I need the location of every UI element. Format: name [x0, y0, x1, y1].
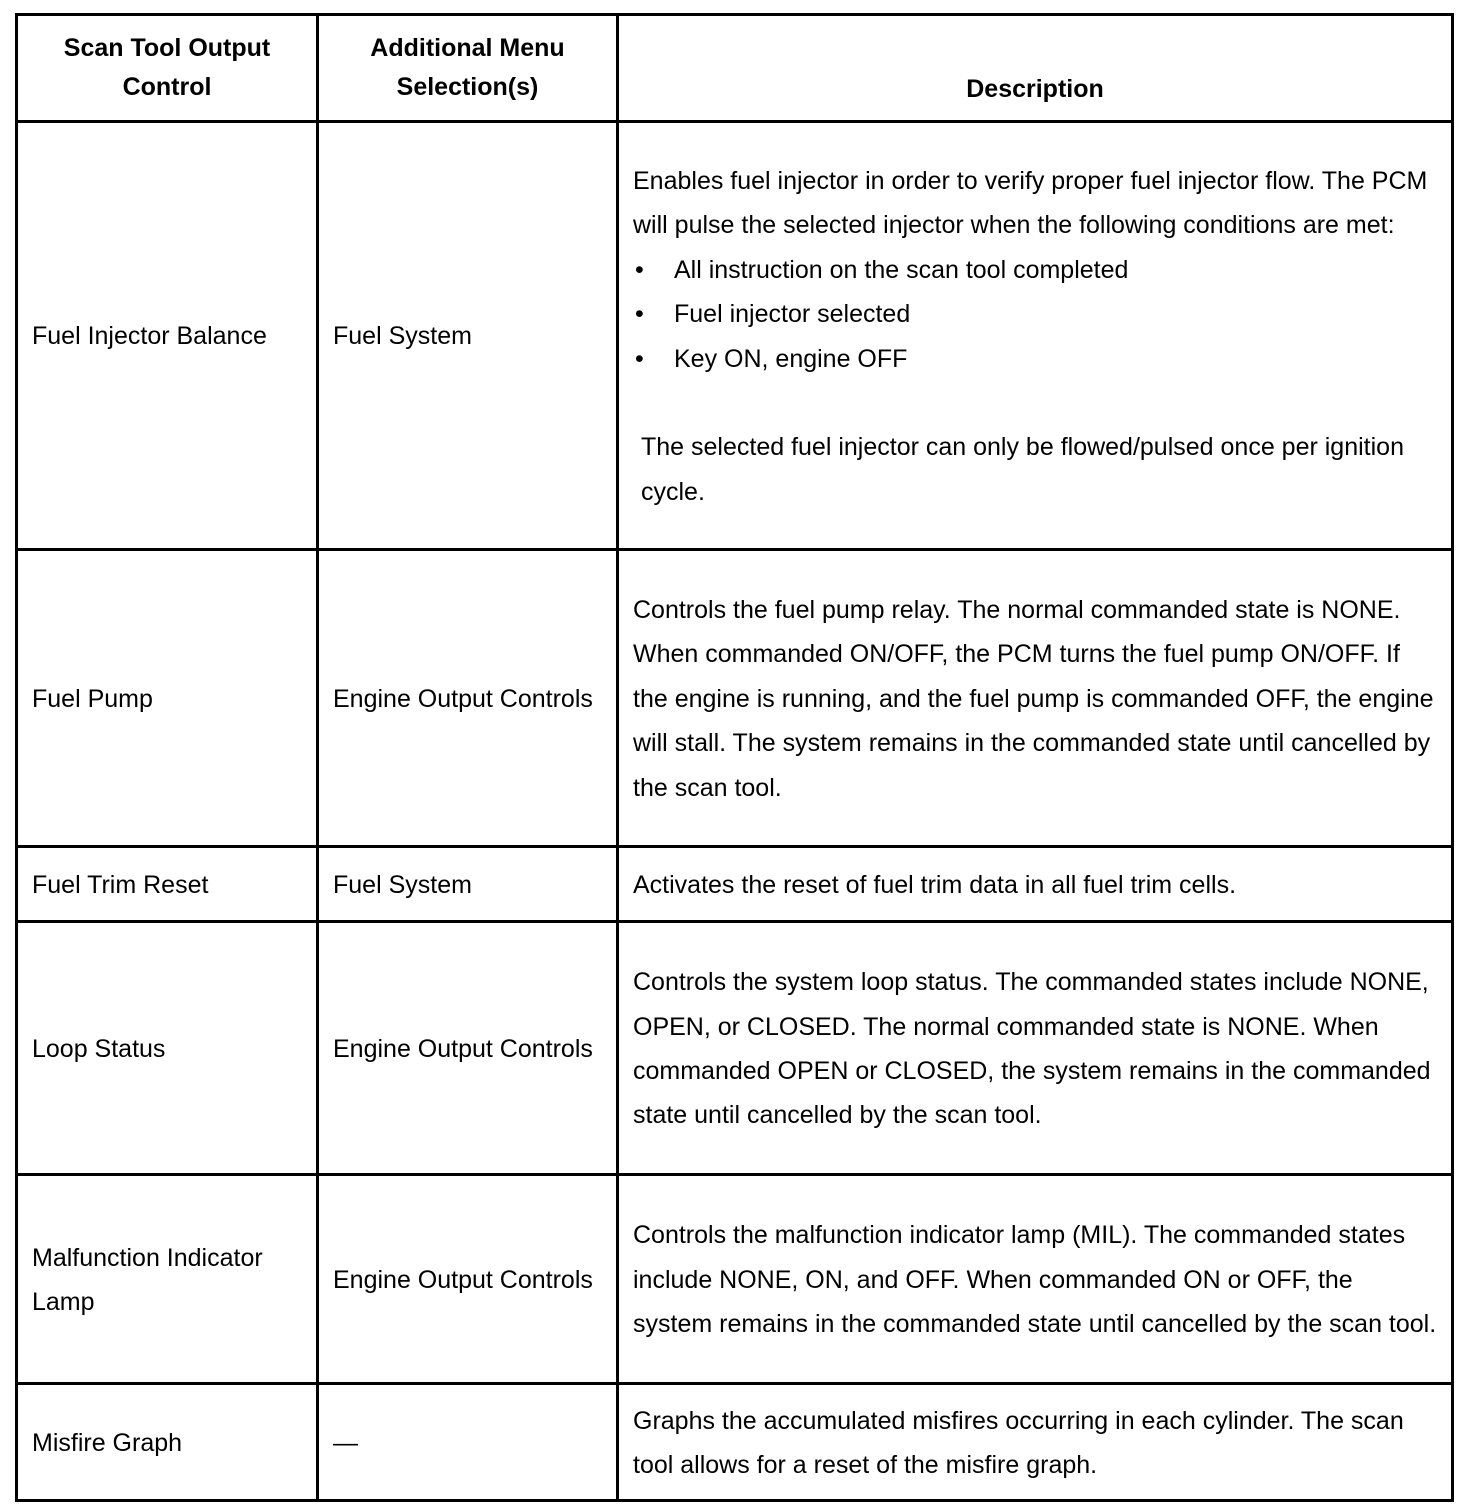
table-row: [17, 550, 1453, 847]
description-cell: Controls the fuel pump relay. The normal commanded state is NONE. When commanded ON/OFF, the PCM turns the fuel pump ON/OFF. If the engine is running, and the fuel pump is commanded OFF, the engine will stall. The system remains in the commanded state until cancelled by the scan tool.: [618, 550, 1453, 847]
header-row: [17, 15, 1453, 122]
menu-cell: Engine Output Controls: [318, 550, 618, 847]
header-control: Scan Tool Output Control: [17, 15, 318, 122]
list-item: • All instruction on the scan tool completed: [633, 248, 1437, 292]
control-cell: Fuel Pump: [17, 550, 318, 847]
menu-cell: Fuel System: [318, 122, 618, 550]
list-item: • Fuel injector selected: [633, 292, 1437, 336]
description-cell: Controls the system loop status. The commanded states include NONE, OPEN, or CLOSED. The normal commanded state is NONE. When commanded OPEN or CLOSED, the system remains in the commanded state until cancelled by the scan tool.: [618, 922, 1453, 1175]
table-row: [17, 1384, 1453, 1501]
description-cell: [618, 122, 1453, 550]
control-cell: Misfire Graph: [17, 1384, 318, 1501]
menu-cell: Engine Output Controls: [318, 922, 618, 1175]
output-controls-table: [15, 13, 1454, 1502]
control-cell: Fuel Injector Balance: [17, 122, 318, 550]
description-cell: Graphs the accumulated misfires occurring in each cylinder. The scan tool allows for a reset of the misfire graph.: [618, 1384, 1453, 1501]
menu-cell: Engine Output Controls: [318, 1175, 618, 1384]
control-cell: Malfunction Indicator Lamp: [17, 1175, 318, 1384]
table-row: [17, 122, 1453, 550]
table-row: [17, 922, 1453, 1175]
header-description: Description: [618, 15, 1453, 122]
menu-cell: —: [318, 1384, 618, 1501]
description-intro: Enables fuel injector in order to verify proper fuel injector flow. The PCM will pulse the selected injector when the following conditions are met:: [633, 167, 1428, 240]
table-row: [17, 847, 1453, 922]
control-cell: Loop Status: [17, 922, 318, 1175]
description-cell: Controls the malfunction indicator lamp (MIL). The commanded states include NONE, ON, and OFF. When commanded ON or OFF, the system remains in the commanded state until cancelled by the scan tool.: [618, 1175, 1453, 1384]
list-item: • Key ON, engine OFF: [633, 337, 1437, 381]
description-note: The selected fuel injector can only be flowed/pulsed once per ignition cycle.: [641, 433, 1404, 506]
menu-cell: Fuel System: [318, 847, 618, 922]
description-cell: Activates the reset of fuel trim data in all fuel trim cells.: [618, 847, 1453, 922]
control-cell: Fuel Trim Reset: [17, 847, 318, 922]
condition-list: [633, 248, 1437, 381]
header-menu: Additional Menu Selection(s): [318, 15, 618, 122]
table-row: [17, 1175, 1453, 1384]
